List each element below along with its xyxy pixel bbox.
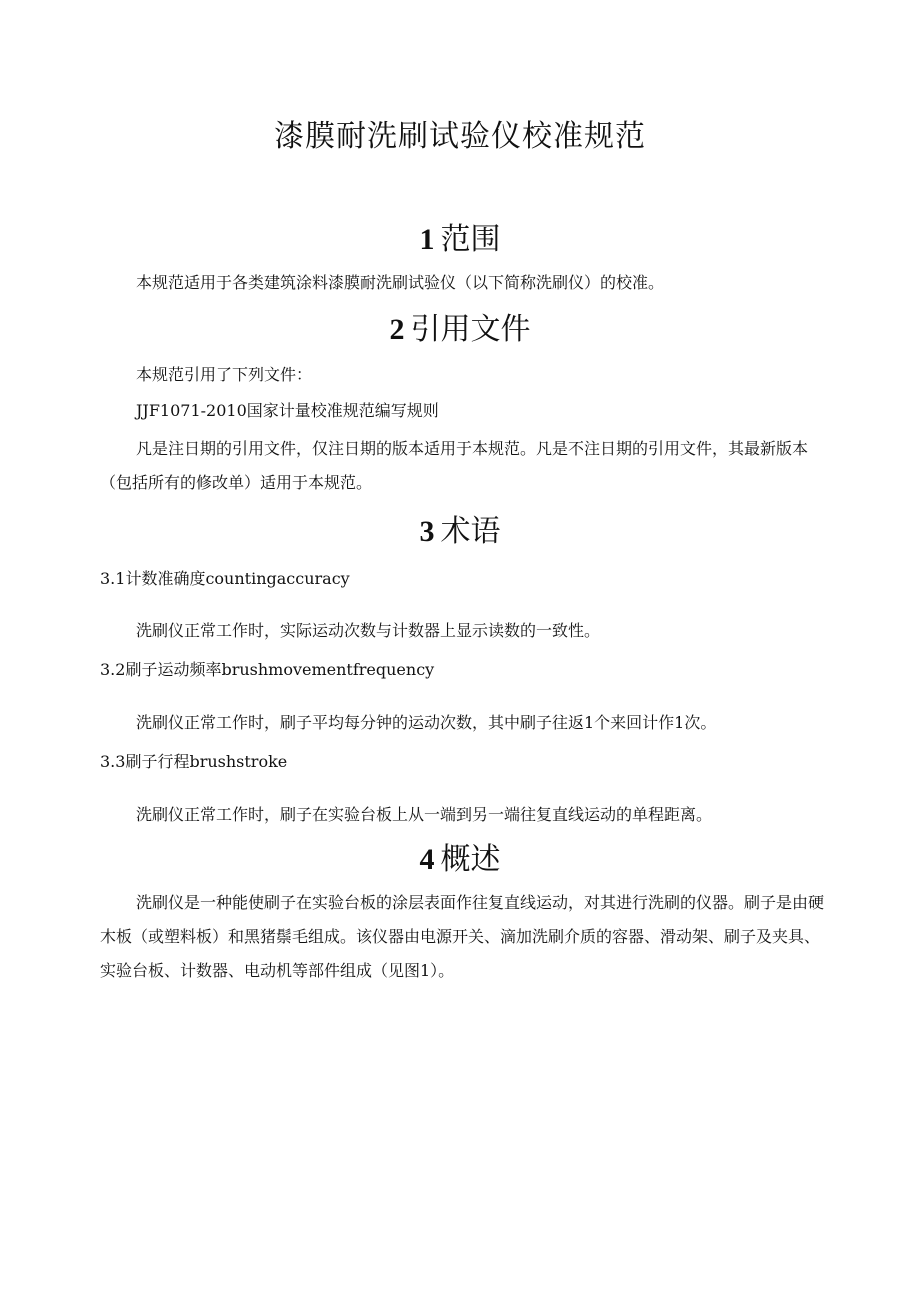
section-1-heading	[0, 218, 920, 262]
term-3-2-definition: 洗刷仪正常工作时，刷子平均每分钟的运动次数，其中刷子往返1个来回计作1次。	[136, 713, 717, 732]
section-1-paragraph: 本规范适用于各类建筑涂料漆膜耐洗刷试验仪（以下简称洗刷仪）的校准。	[136, 273, 665, 292]
term-3-1-heading: 3.1计数准确度countingaccuracy	[100, 569, 350, 588]
section-3-heading	[0, 510, 920, 554]
section-4-heading	[0, 838, 920, 882]
section-2-title: 引用文件	[410, 312, 531, 347]
section-4-title: 概述	[440, 842, 501, 877]
term-3-3-heading: 3.3刷子行程brushstroke	[100, 752, 288, 771]
section-2-reference: JJF1071-2010国家计量校准规范编写规则	[136, 401, 439, 420]
section-2-paragraph-3: 凡是注日期的引用文件，仅注日期的版本适用于本规范。凡是不注日期的引用文件，其最新版本（包括所有的修改单）适用于本规范。	[100, 439, 809, 492]
section-1-number: 1	[419, 223, 435, 256]
section-4-paragraph: 洗刷仪是一种能使刷子在实验台板的涂层表面作往复直线运动，对其进行洗刷的仪器。刷子是由硬木板（或塑料板）和黑猪鬃毛组成。该仪器由电源开关、滴加洗刷介质的容器、滑动架、刷子及夹具、实验台板、计数器、电动机等部件组成（见图1）。	[100, 893, 825, 980]
section-2-number: 2	[389, 313, 405, 346]
term-3-1-definition: 洗刷仪正常工作时，实际运动次数与计数器上显示读数的一致性。	[136, 621, 601, 640]
section-3-title: 术语	[440, 514, 501, 549]
term-3-2-heading: 3.2刷子运动频率brushmovementfrequency	[100, 660, 435, 679]
section-2-paragraph-1: 本规范引用了下列文件：	[136, 365, 313, 384]
document-title: 漆膜耐洗刷试验仪校准规范	[274, 119, 646, 154]
term-3-3-definition: 洗刷仪正常工作时，刷子在实验台板上从一端到另一端往复直线运动的单程距离。	[136, 805, 713, 824]
section-3-number: 3	[419, 515, 435, 548]
section-4-number: 4	[419, 843, 435, 876]
section-2-heading	[0, 308, 920, 352]
section-1-title: 范围	[440, 222, 501, 257]
